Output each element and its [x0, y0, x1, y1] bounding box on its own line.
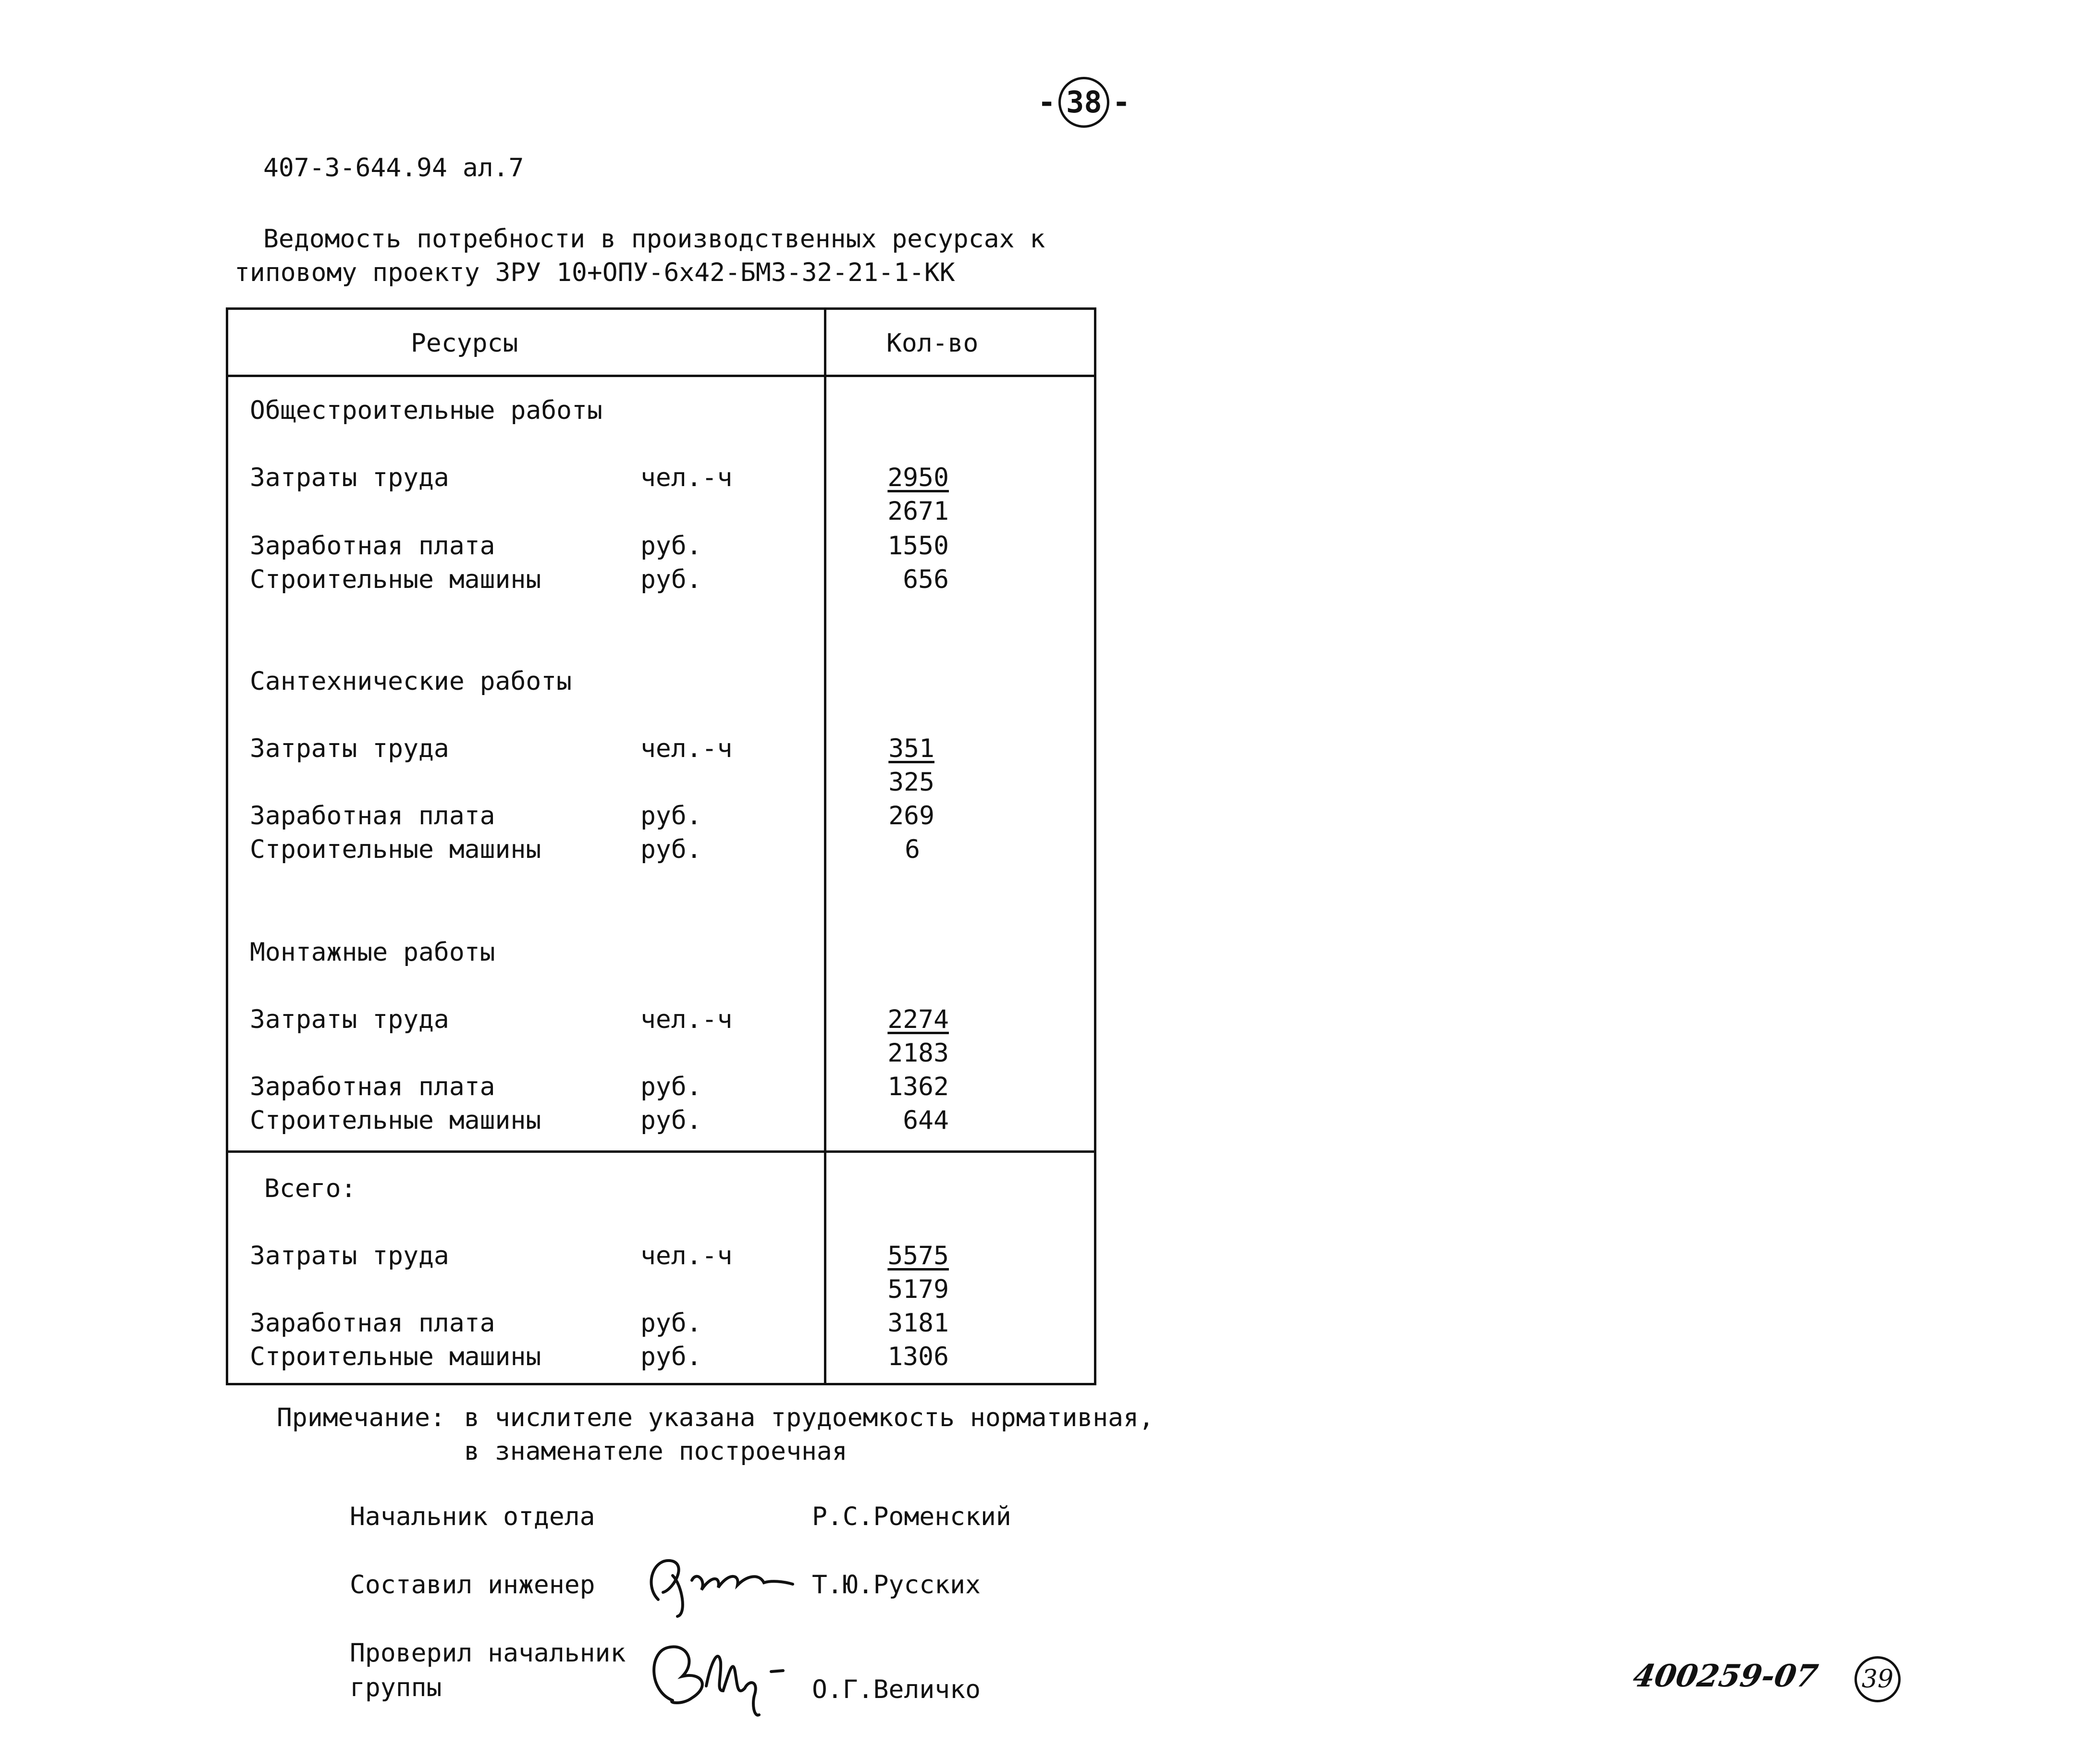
row-name: Затраты труда	[250, 463, 449, 492]
checker-role-line-2: группы	[350, 1673, 442, 1702]
qty-denominator: 2671	[887, 497, 949, 526]
qty-value: 644	[903, 1106, 949, 1135]
row-unit: чел.-ч	[640, 734, 733, 763]
qty-value: 1306	[887, 1342, 949, 1371]
qty-value: 656	[903, 565, 949, 594]
row-name: Затраты труда	[250, 734, 449, 763]
note-label: Примечание:	[277, 1403, 445, 1432]
header-quantity: Кол-во	[886, 329, 979, 358]
engineer-signature	[639, 1547, 798, 1619]
document-code: 407-3-644.94 ал.7	[263, 153, 524, 183]
note-line-2: в знаменателе построечная	[464, 1437, 847, 1466]
row-unit: чел.-ч	[640, 1005, 733, 1034]
row-unit: руб.	[640, 531, 702, 561]
qty-value: 6	[905, 835, 920, 864]
total-title: Всего:	[264, 1174, 356, 1203]
row-name: Строительные машины	[250, 835, 541, 864]
row-unit: руб.	[640, 1308, 702, 1338]
header-divider	[228, 375, 1094, 377]
qty-numerator: 351	[888, 734, 934, 763]
checker-role-line-1: Проверил начальник	[350, 1638, 626, 1668]
stamp-page-number: 39	[1854, 1656, 1901, 1702]
page-number: 38	[1058, 77, 1109, 128]
row-unit: руб.	[640, 565, 702, 594]
total-divider	[228, 1150, 1094, 1153]
document-title-line-2: типовому проекту ЗРУ 10+ОПУ-6х42-БМЗ-32-21-1-КК	[234, 258, 955, 287]
document-title-line-1: Ведомость потребности в производственных ресурсах к	[263, 224, 1045, 254]
row-name: Затраты труда	[250, 1241, 449, 1270]
qty-numerator: 2274	[887, 1005, 949, 1034]
qty-denominator: 2183	[887, 1038, 949, 1068]
qty-denominator: 5179	[887, 1275, 949, 1304]
row-name: Заработная плата	[250, 1308, 495, 1338]
stamp-code: 400259-07	[1630, 1658, 1821, 1694]
row-name: Заработная плата	[250, 801, 495, 831]
engineer-name: Т.Ю.Русских	[812, 1570, 981, 1600]
head-role: Начальник отдела	[350, 1502, 595, 1531]
section-title: Монтажные работы	[250, 938, 495, 967]
row-unit: руб.	[640, 1072, 702, 1101]
row-unit: руб.	[640, 801, 702, 831]
row-unit: руб.	[640, 1106, 702, 1135]
row-name: Строительные машины	[250, 1342, 541, 1371]
qty-value: 1550	[887, 531, 949, 561]
note-line-1: в числителе указана трудоемкость нормативная,	[464, 1403, 1154, 1432]
row-name: Заработная плата	[250, 1072, 495, 1101]
row-unit: руб.	[640, 835, 702, 864]
section-title: Общестроительные работы	[250, 396, 602, 425]
row-unit: чел.-ч	[640, 463, 733, 492]
qty-value: 3181	[887, 1308, 949, 1338]
engineer-role: Составил инженер	[350, 1570, 595, 1600]
qty-numerator: 2950	[887, 463, 949, 492]
page-number-mark: - 38 -	[1038, 77, 1130, 128]
qty-denominator: 325	[888, 768, 934, 797]
row-name: Заработная плата	[250, 531, 495, 561]
row-name: Строительные машины	[250, 1106, 541, 1135]
checker-name: О.Г.Величко	[812, 1675, 981, 1704]
qty-value: 269	[888, 801, 934, 831]
column-divider	[824, 310, 826, 1383]
qty-value: 1362	[887, 1072, 949, 1101]
qty-numerator: 5575	[887, 1241, 949, 1270]
row-name: Затраты труда	[250, 1005, 449, 1034]
row-unit: руб.	[640, 1342, 702, 1371]
row-unit: чел.-ч	[640, 1241, 733, 1270]
header-resources: Ресурсы	[411, 329, 518, 358]
head-name: Р.С.Роменский	[812, 1502, 1011, 1531]
row-name: Строительные машины	[250, 565, 541, 594]
checker-signature	[639, 1633, 793, 1720]
resources-table	[226, 307, 1096, 1385]
section-title: Сантехнические работы	[250, 667, 572, 696]
